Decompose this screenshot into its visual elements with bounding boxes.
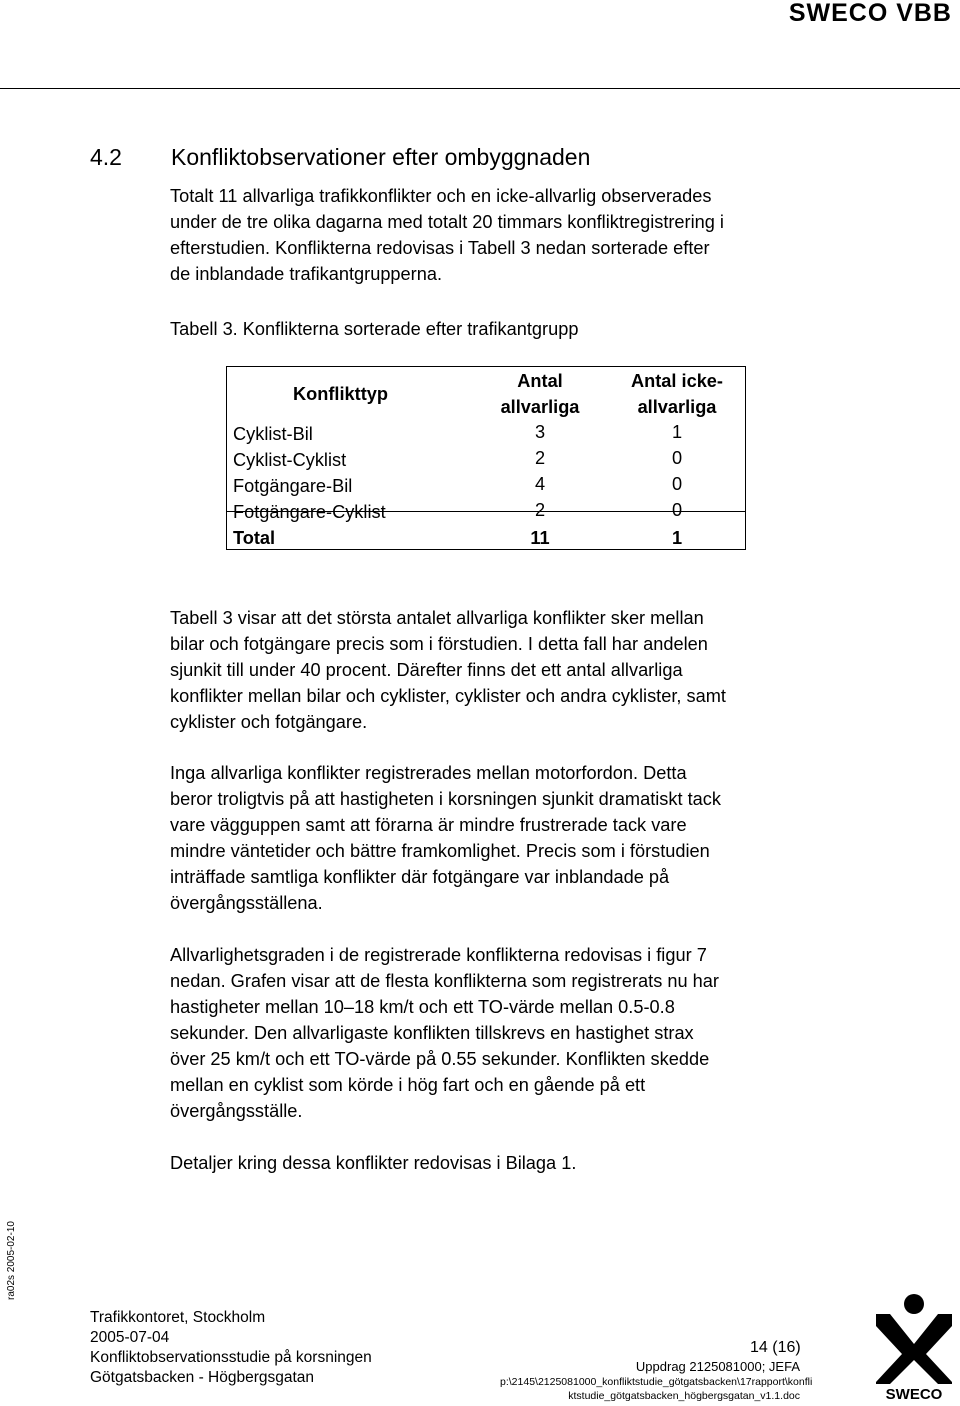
footer-right: [500, 1359, 813, 1403]
conflict-table: [226, 366, 746, 550]
row-type: Cyklist-Cyklist: [233, 450, 347, 470]
footer-org: Trafikkontoret, Stockholm: [90, 1309, 266, 1326]
row-serious: 2: [534, 500, 546, 520]
text-line: inträffade samtliga konflikter där fotgängare var inblandade på: [170, 867, 670, 887]
table-caption: [170, 316, 578, 342]
footer-left: [90, 1308, 372, 1388]
text-line: Totalt 11 allvarliga trafikkonflikter och en icke-allvarlig observerades: [170, 186, 712, 206]
total-divider: [227, 511, 745, 512]
paragraph-analysis: [170, 605, 726, 735]
total-label: Total: [233, 528, 276, 548]
section-title: Konfliktobservationer efter ombyggnaden: [171, 144, 591, 170]
row-type: Cyklist-Bil: [233, 424, 313, 444]
text-line: övergångsställe.: [170, 1101, 303, 1121]
header-nonserious-line1: Antal icke-: [631, 371, 723, 391]
side-stamp: ra02s 2005-02-10: [6, 1221, 17, 1300]
row-serious: 3: [534, 422, 546, 442]
text-line: vare vägguppen samt att förarna är mindre frustrerade tack vare: [170, 815, 687, 835]
row-type: Fotgängare-Bil: [233, 476, 353, 496]
footer-path-line2: ktstudie_götgatsbacken_högbergsgatan_v1.1.doc: [568, 1390, 800, 1402]
text-line: konflikter mellan bilar och cyklister, cyklister och andra cyklister, samt: [170, 686, 726, 706]
text-line: nedan. Grafen visar att de flesta konflikterna som registrerats nu har: [170, 971, 719, 991]
caption-text: Tabell 3. Konflikterna sorterade efter trafikantgrupp: [170, 319, 579, 339]
row-nonserious: 0: [671, 448, 683, 468]
text-line: Detaljer kring dessa konflikter redovisas i Bilaga 1.: [170, 1153, 577, 1173]
total-serious: 11: [530, 528, 550, 548]
section-number: 4.2: [90, 144, 122, 170]
total-nonserious: 1: [671, 528, 683, 548]
header-serious-line2: allvarliga: [500, 397, 580, 417]
page-number: 14 (16): [750, 1339, 801, 1356]
sweco-logo-icon: [872, 1292, 956, 1402]
paragraph-severity: [170, 942, 719, 1124]
text-line: hastigheter mellan 10–18 km/t och ett TO-värde mellan 0.5-0.8: [170, 997, 675, 1017]
text-line: cyklister och fotgängare.: [170, 712, 368, 732]
text-line: bilar och fotgängare precis som i förstudien. I detta fall har andelen: [170, 634, 708, 654]
text-line: Inga allvarliga konflikter registrerades mellan motorfordon. Detta: [170, 763, 687, 783]
footer-date: 2005-07-04: [90, 1329, 170, 1346]
text-line: efterstudien. Konflikterna redovisas i Tabell 3 nedan sorterade efter: [170, 238, 710, 258]
row-serious: 2: [534, 448, 546, 468]
row-type: Fotgängare-Cyklist: [233, 502, 386, 522]
text-line: övergångsställena.: [170, 893, 323, 913]
footer-location: Götgatsbacken - Högbergsgatan: [90, 1369, 315, 1386]
paragraph-appendix: [170, 1150, 576, 1176]
header-serious-line1: Antal: [517, 371, 563, 391]
header-konflikttyp: Konflikttyp: [293, 384, 388, 404]
text-line: sekunder. Den allvarligaste konflikten tillskrevs en hastighet strax: [170, 1023, 694, 1043]
text-line: Allvarlighetsgraden i de registrerade konflikterna redovisas i figur 7: [170, 945, 707, 965]
brand-name: SWECO VBB: [788, 0, 952, 27]
text-line: de inblandade trafikantgrupperna.: [170, 264, 443, 284]
logo-wordmark: SWECO: [885, 1386, 943, 1402]
header-rule: [0, 88, 960, 89]
section-heading: [90, 142, 590, 172]
row-nonserious: 0: [671, 474, 683, 494]
text-line: mellan en cyklist som körde i hög fart och en gående på ett: [170, 1075, 646, 1095]
intro-paragraph: [170, 183, 724, 287]
row-serious: 4: [534, 474, 546, 494]
text-line: under de tre olika dagarna med totalt 20 timmars konfliktregistrering i: [170, 212, 724, 232]
text-line: beror troligtvis på att hastigheten i korsningen sjunkit dramatiskt tack: [170, 789, 721, 809]
footer-path-line1: p:\2145\2125081000_konfliktstudie_götgatsbacken\17rapport\konfli: [500, 1376, 813, 1388]
row-nonserious: 1: [671, 422, 683, 442]
row-nonserious: 0: [671, 500, 683, 520]
footer-assignment: Uppdrag 2125081000; JEFA: [635, 1359, 800, 1374]
header-nonserious-line2: allvarliga: [637, 397, 717, 417]
paragraph-motor-vehicles: [170, 760, 721, 916]
text-line: sjunkit till under 40 procent. Därefter finns det ett antal allvarliga: [170, 660, 683, 680]
text-line: Tabell 3 visar att det största antalet allvarliga konflikter sker mellan: [170, 608, 704, 628]
footer-study: Konfliktobservationsstudie på korsningen: [90, 1349, 372, 1366]
text-line: över 25 km/t och ett TO-värde på 0.55 sekunder. Konflikten skedde: [170, 1049, 710, 1069]
text-line: mindre väntetider och bättre framkomlighet. Precis som i förstudien: [170, 841, 710, 861]
